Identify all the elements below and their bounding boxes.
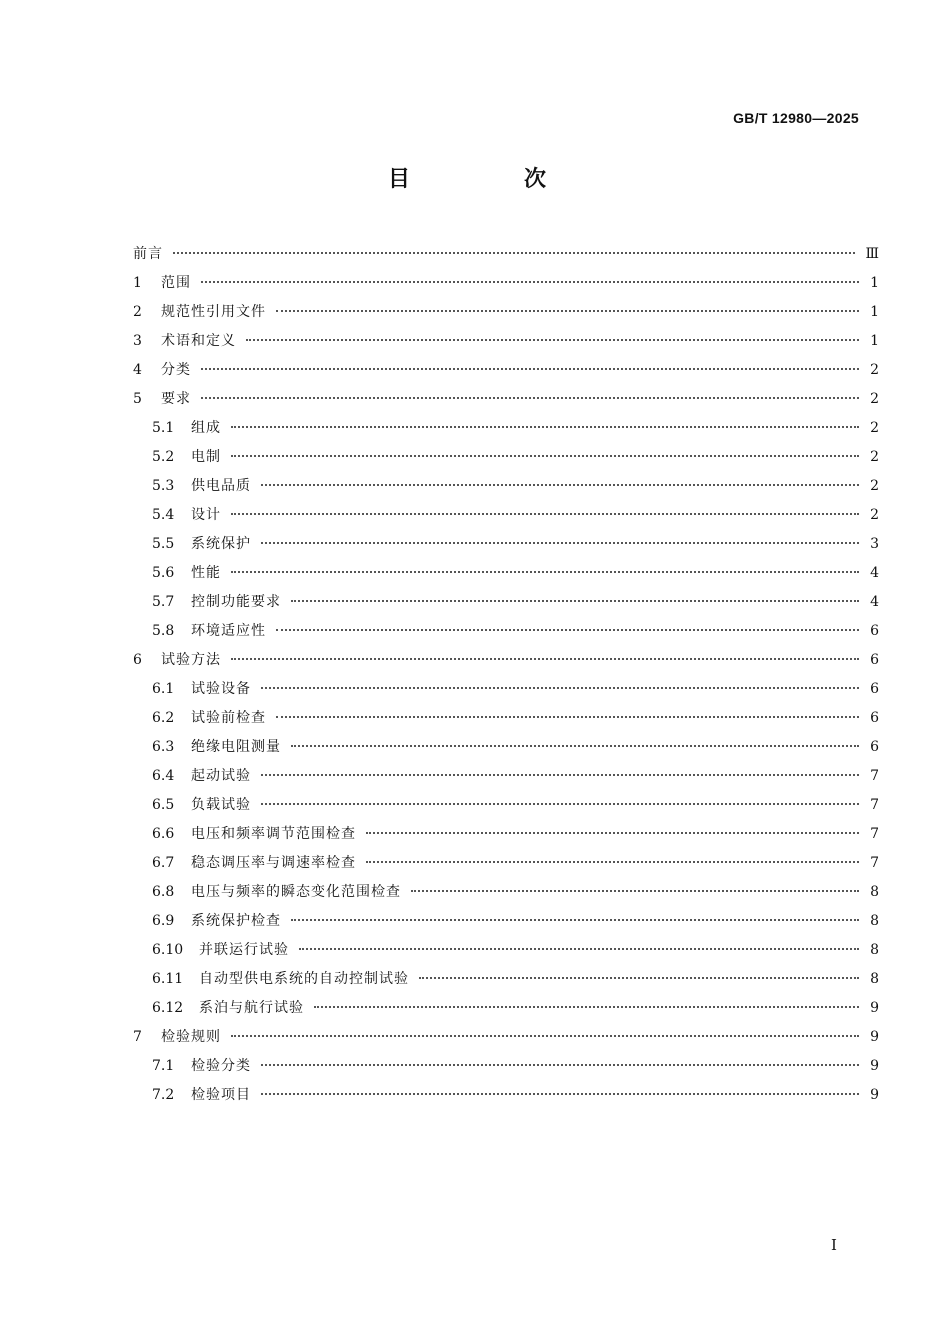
toc-entry-label: 供电品质 xyxy=(191,478,251,494)
toc-dot-leader xyxy=(366,861,859,863)
toc-dot-leader xyxy=(201,397,859,399)
toc-entry-label: 术语和定义 xyxy=(161,333,236,349)
toc-entry-page: 9 xyxy=(870,1029,879,1045)
toc-dot-leader xyxy=(201,281,859,283)
toc-entry-number: 6.7 xyxy=(152,855,175,871)
toc-entry-label: 检验分类 xyxy=(191,1058,251,1074)
toc-entry[interactable] xyxy=(133,936,879,965)
toc-entry-number: 6.9 xyxy=(152,913,175,929)
toc-entry-page: 1 xyxy=(870,304,879,320)
toc-dot-leader xyxy=(299,948,859,950)
toc-entry[interactable] xyxy=(133,530,879,559)
toc-entry[interactable] xyxy=(133,994,879,1023)
toc-dot-leader xyxy=(419,977,859,979)
toc-entry-page: 6 xyxy=(870,739,879,755)
toc-dot-leader xyxy=(366,832,859,834)
toc-entry-page: Ⅲ xyxy=(865,246,879,262)
toc-entry-number: 3 xyxy=(133,333,142,349)
toc-entry-number: 5.1 xyxy=(152,420,175,436)
toc-entry-label: 范围 xyxy=(161,275,191,291)
toc-entry-page: 9 xyxy=(870,1000,879,1016)
toc-entry-label: 组成 xyxy=(191,420,221,436)
toc-entry[interactable] xyxy=(133,878,879,907)
toc-entry-page: 7 xyxy=(870,768,879,784)
toc-entry-label: 自动型供电系统的自动控制试验 xyxy=(199,971,409,987)
toc-entry-number: 7 xyxy=(133,1029,142,1045)
toc-entry-number: 6.8 xyxy=(152,884,175,900)
toc-entry[interactable] xyxy=(133,733,879,762)
toc-entry[interactable] xyxy=(133,298,879,327)
toc-dot-leader xyxy=(231,571,859,573)
toc-entry-page: 8 xyxy=(870,884,879,900)
toc-entry[interactable] xyxy=(133,443,879,472)
toc-dot-leader xyxy=(231,426,859,428)
toc-entry[interactable] xyxy=(133,356,879,385)
toc-entry-number: 7.1 xyxy=(152,1058,175,1074)
toc-entry-number: 6.6 xyxy=(152,826,175,842)
toc-dot-leader xyxy=(261,1093,859,1095)
toc-entry-label: 系统保护检查 xyxy=(191,913,281,929)
toc-entry-label: 绝缘电阻测量 xyxy=(191,739,281,755)
toc-dot-leader xyxy=(261,484,859,486)
toc-dot-leader xyxy=(291,600,859,602)
toc-entry[interactable] xyxy=(133,327,879,356)
toc-entry[interactable] xyxy=(133,414,879,443)
toc-entry-page: 9 xyxy=(870,1058,879,1074)
toc-entry[interactable] xyxy=(133,1081,879,1110)
toc-entry-number: 5.4 xyxy=(152,507,175,523)
toc-entry[interactable] xyxy=(133,849,879,878)
toc-dot-leader xyxy=(291,919,859,921)
toc-entry-number: 6.3 xyxy=(152,739,175,755)
toc-entry-page: 2 xyxy=(870,420,879,436)
toc-dot-leader xyxy=(261,774,859,776)
toc-entry-label: 系统保护 xyxy=(191,536,251,552)
toc-entry-page: 2 xyxy=(870,478,879,494)
toc-entry-number: 6.11 xyxy=(152,971,184,987)
toc-entry-page: 8 xyxy=(870,971,879,987)
toc-entry-label: 规范性引用文件 xyxy=(161,304,266,320)
toc-entry-label: 性能 xyxy=(191,565,221,581)
toc-entry[interactable] xyxy=(133,472,879,501)
toc-dot-leader xyxy=(261,687,859,689)
toc-entry-page: 7 xyxy=(870,826,879,842)
toc-entry-page: 7 xyxy=(870,797,879,813)
toc-entry-number: 5.5 xyxy=(152,536,175,552)
toc-entry[interactable] xyxy=(133,675,879,704)
toc-entry-label: 起动试验 xyxy=(191,768,251,784)
toc-entry-number: 6 xyxy=(133,652,142,668)
toc-entry-label: 试验方法 xyxy=(161,652,221,668)
toc-entry-label: 环境适应性 xyxy=(191,623,266,639)
toc-entry[interactable] xyxy=(133,588,879,617)
toc-entry-number: 5.7 xyxy=(152,594,175,610)
toc-entry[interactable] xyxy=(133,1052,879,1081)
toc-dot-leader xyxy=(276,629,859,631)
toc-dot-leader xyxy=(276,716,859,718)
toc-entry-label: 并联运行试验 xyxy=(199,942,289,958)
toc-entry-page: 2 xyxy=(870,449,879,465)
toc-entry-label: 设计 xyxy=(191,507,221,523)
toc-dot-leader xyxy=(201,368,859,370)
toc-entry-label: 前言 xyxy=(133,246,163,262)
toc-entry-page: 6 xyxy=(870,710,879,726)
toc-entry-page: 2 xyxy=(870,391,879,407)
toc-entry[interactable] xyxy=(133,704,879,733)
toc-entry-page: 2 xyxy=(870,362,879,378)
toc-entry-page: 6 xyxy=(870,623,879,639)
toc-entry-number: 6.5 xyxy=(152,797,175,813)
toc-entry-page: 4 xyxy=(870,594,879,610)
toc-entry-number: 5.6 xyxy=(152,565,175,581)
toc-entry[interactable] xyxy=(133,240,879,269)
toc-entry-page: 1 xyxy=(870,275,879,291)
toc-entry-label: 要求 xyxy=(161,391,191,407)
toc-dot-leader xyxy=(314,1006,859,1008)
toc-entry-label: 电制 xyxy=(191,449,221,465)
toc-dot-leader xyxy=(231,455,859,457)
toc-entry[interactable] xyxy=(133,617,879,646)
toc-entry[interactable] xyxy=(133,385,879,414)
toc-entry[interactable] xyxy=(133,762,879,791)
standard-number: GB/T 12980—2025 xyxy=(733,110,859,126)
toc-entry-label: 稳态调压率与调速率检查 xyxy=(191,855,356,871)
toc-dot-leader xyxy=(231,658,859,660)
toc-dot-leader xyxy=(261,1064,859,1066)
toc-entry-number: 2 xyxy=(133,304,142,320)
toc-title: 目 次 xyxy=(387,167,592,192)
toc-entry-label: 检验规则 xyxy=(161,1029,221,1045)
toc-entry-number: 6.1 xyxy=(152,681,175,697)
toc-entry[interactable] xyxy=(133,791,879,820)
toc-entry-label: 检验项目 xyxy=(191,1087,251,1103)
table-of-contents xyxy=(133,240,879,1110)
toc-entry-label: 试验设备 xyxy=(191,681,251,697)
toc-entry-number: 5.8 xyxy=(152,623,175,639)
toc-dot-leader xyxy=(276,310,859,312)
toc-entry-number: 7.2 xyxy=(152,1087,175,1103)
toc-entry-label: 系泊与航行试验 xyxy=(199,1000,304,1016)
toc-entry-label: 控制功能要求 xyxy=(191,594,281,610)
toc-entry[interactable] xyxy=(133,646,879,675)
toc-entry[interactable] xyxy=(133,1023,879,1052)
toc-entry-page: 6 xyxy=(870,652,879,668)
toc-dot-leader xyxy=(261,542,859,544)
toc-entry-label: 试验前检查 xyxy=(191,710,266,726)
toc-entry-number: 1 xyxy=(133,275,142,291)
toc-entry-page: 9 xyxy=(870,1087,879,1103)
toc-entry[interactable] xyxy=(133,965,879,994)
toc-entry[interactable] xyxy=(133,820,879,849)
toc-entry-number: 5 xyxy=(133,391,142,407)
toc-entry-page: 7 xyxy=(870,855,879,871)
toc-entry[interactable] xyxy=(133,907,879,936)
toc-entry-number: 6.4 xyxy=(152,768,175,784)
toc-entry[interactable] xyxy=(133,559,879,588)
toc-entry-number: 6.2 xyxy=(152,710,175,726)
toc-entry[interactable] xyxy=(133,501,879,530)
toc-entry-page: 1 xyxy=(870,333,879,349)
toc-entry[interactable] xyxy=(133,269,879,298)
toc-dot-leader xyxy=(173,252,855,254)
toc-entry-page: 4 xyxy=(870,565,879,581)
toc-entry-number: 5.3 xyxy=(152,478,175,494)
toc-dot-leader xyxy=(231,1035,859,1037)
toc-entry-page: 3 xyxy=(870,536,879,552)
toc-entry-label: 电压和频率调节范围检查 xyxy=(191,826,356,842)
toc-entry-page: 2 xyxy=(870,507,879,523)
toc-dot-leader xyxy=(246,339,859,341)
toc-entry-number: 6.12 xyxy=(152,1000,184,1016)
toc-entry-page: 8 xyxy=(870,942,879,958)
toc-entry-number: 5.2 xyxy=(152,449,175,465)
toc-entry-number: 6.10 xyxy=(152,942,184,958)
toc-entry-label: 负载试验 xyxy=(191,797,251,813)
toc-entry-number: 4 xyxy=(133,362,142,378)
toc-entry-label: 电压与频率的瞬态变化范围检查 xyxy=(191,884,401,900)
toc-entry-label: 分类 xyxy=(161,362,191,378)
toc-dot-leader xyxy=(411,890,859,892)
toc-entry-page: 6 xyxy=(870,681,879,697)
toc-dot-leader xyxy=(231,513,859,515)
page-folio: Ⅰ xyxy=(831,1236,837,1254)
toc-dot-leader xyxy=(291,745,859,747)
toc-dot-leader xyxy=(261,803,859,805)
toc-entry-page: 8 xyxy=(870,913,879,929)
